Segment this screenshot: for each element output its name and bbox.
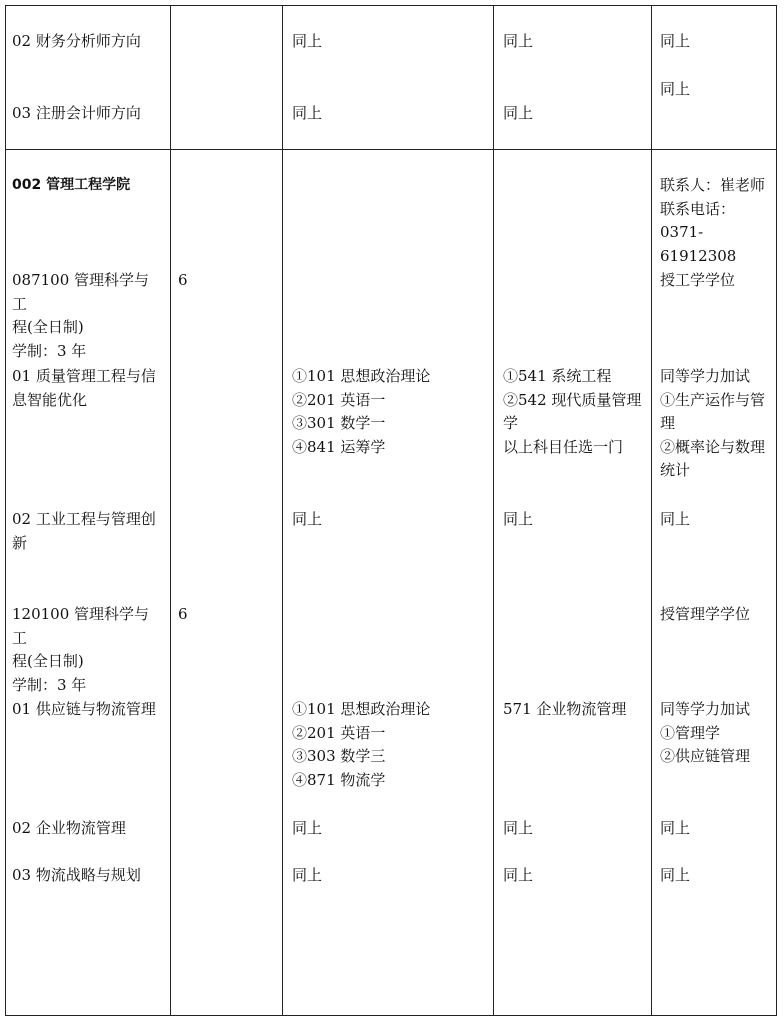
column-divider xyxy=(170,6,171,1015)
exam-subjects: 同上 xyxy=(292,104,323,122)
program-name: 120100 管理科学与工 程(全日制) 学制：3 年 xyxy=(12,605,150,694)
retest-subjects: 571 企业物流管理 xyxy=(503,700,627,718)
remarks: 同上 xyxy=(660,80,691,98)
degree-type: 授管理学学位 xyxy=(660,605,751,623)
college-name: 002 管理工程学院 xyxy=(12,177,131,193)
remarks: 同等学力加试 ①生产运作与管 理 ②概率论与数理 统计 xyxy=(660,367,766,479)
retest-subjects: 同上 xyxy=(503,104,534,122)
direction-name: 02 企业物流管理 xyxy=(12,819,126,837)
column-divider xyxy=(493,6,494,1015)
exam-subjects: 同上 xyxy=(292,819,323,837)
remarks: 同上 xyxy=(660,510,691,528)
retest-subjects: 同上 xyxy=(503,510,534,528)
program-name: 087100 管理科学与工 程(全日制) 学制：3 年 xyxy=(12,271,150,360)
enrollment-count: 6 xyxy=(178,605,188,623)
degree-type: 授工学学位 xyxy=(660,271,736,289)
exam-subjects: 同上 xyxy=(292,510,323,528)
exam-subjects: 同上 xyxy=(292,866,323,884)
column-divider xyxy=(651,6,652,1015)
direction-name: 02 工业工程与管理创 新 xyxy=(12,510,156,552)
major-name: 02 财务分析师方向 xyxy=(12,32,141,50)
direction-name: 03 物流战略与规划 xyxy=(12,866,141,884)
column-divider xyxy=(282,6,283,1015)
exam-subjects: 同上 xyxy=(292,32,323,50)
retest-subjects: ①541 系统工程 ②542 现代质量管理 学 以上科目任选一门 xyxy=(503,367,642,456)
remarks: 同等学力加试 ①管理学 ②供应链管理 xyxy=(660,700,751,765)
remarks: 同上 xyxy=(660,866,691,884)
admissions-table xyxy=(5,5,777,1016)
enrollment-count: 6 xyxy=(178,271,188,289)
remarks: 同上 xyxy=(660,32,691,50)
major-name: 03 注册会计师方向 xyxy=(12,104,141,122)
exam-subjects: ①101 思想政治理论 ②201 英语一 ③303 数学三 ④871 物流学 xyxy=(292,700,431,789)
row-divider xyxy=(6,149,776,150)
retest-subjects: 同上 xyxy=(503,32,534,50)
retest-subjects: 同上 xyxy=(503,819,534,837)
direction-name: 01 质量管理工程与信 息智能优化 xyxy=(12,367,156,409)
contact-info: 联系人：崔老师 联系电话： 0371-61912308 xyxy=(660,176,766,265)
direction-name: 01 供应链与物流管理 xyxy=(12,700,156,718)
exam-subjects: ①101 思想政治理论 ②201 英语一 ③301 数学一 ④841 运筹学 xyxy=(292,367,431,456)
retest-subjects: 同上 xyxy=(503,866,534,884)
remarks: 同上 xyxy=(660,819,691,837)
